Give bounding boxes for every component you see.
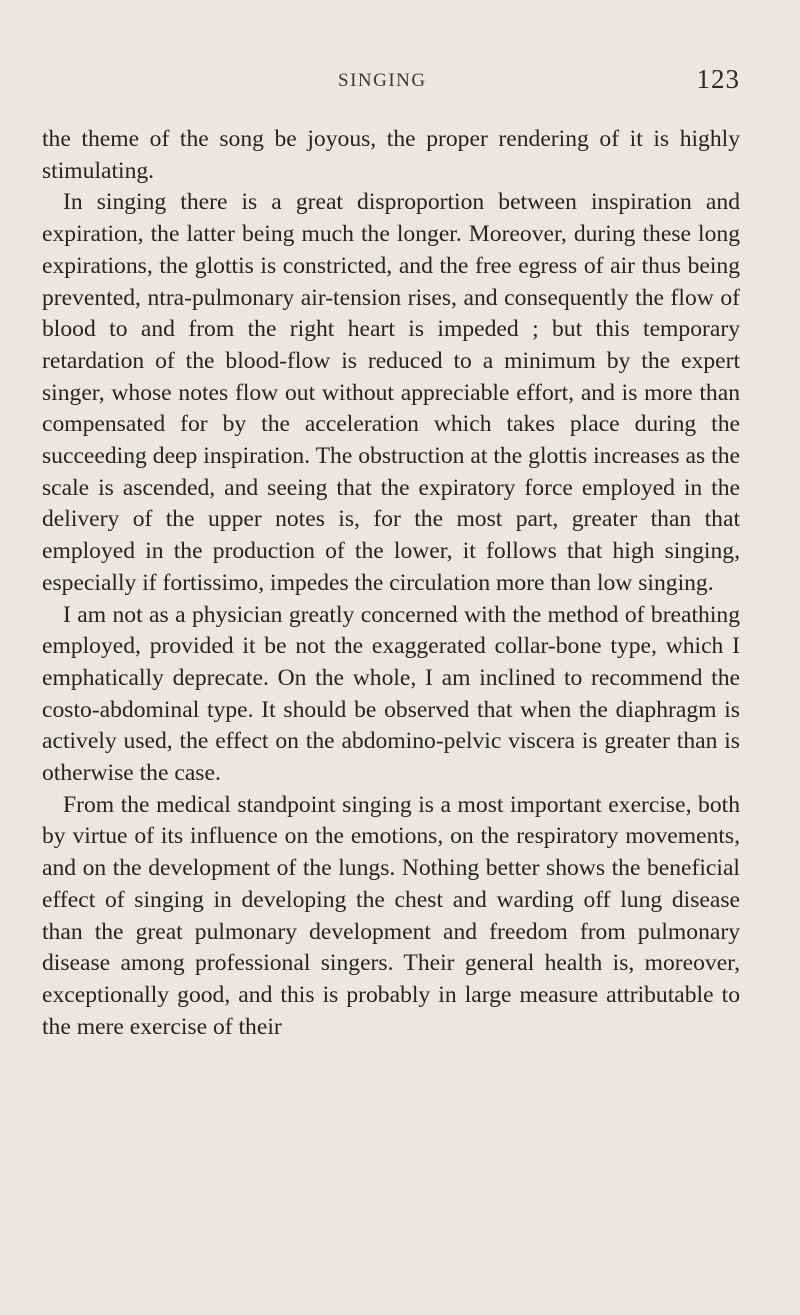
paragraph-breathing-method: I am not as a physician greatly concerned with the method of breathing employed, provided it be not the exaggerated collar-bone type, which I emphatically deprecate. On the whole, I am inclined to recommend the costo-abdominal type. It should be observed that when the diaphragm is actively used, the effect on the abdomino-pelvic viscera is greater than is otherwise the case. [42, 601, 740, 787]
running-head [42, 62, 740, 102]
body-text [42, 124, 740, 1043]
paragraph-continuation: the theme of the song be joyous, the proper rendering of it is highly stimulating. [42, 126, 740, 184]
paragraph-breathing-circulation: In singing there is a great disproportion between inspiration and expiration, the latter being much the longer. Moreover, during these long expirations, the glottis is constricted, and the free egress of air thus being prevented, ntra-pulmonary air-tension rises, and consequently the flow of blood to and from the right heart is impeded ; but this temporary retardation of the blood-flow is reduced to a minimum by the expert singer, whose notes flow out without appreciable effort, and is more than compensated for by the acceleration which takes place during the succeeding deep inspiration. The obstruction at the glottis increases as the scale is ascended, and seeing that the expiratory force employed in the delivery of the upper notes is, for the most part, greater than that employed in the production of the lower, it follows that high singing, especially if fortissimo, impedes the circulation more than low singing. [42, 189, 740, 596]
header-title: SINGING [338, 70, 427, 91]
page-number: 123 [696, 64, 740, 94]
paragraph-medical-standpoint: From the medical standpoint singing is a most important exercise, both by virtue of its influence on the emotions, on the respiratory movements, and on the development of the lungs. Nothing better shows the beneficial effect of singing in developing the chest and warding off lung disease than the great pulmonary development and freedom from pulmonary disease among professional singers. Their general health is, moreover, exceptionally good, and this is probably in large measure attributable to the mere exercise of their [42, 791, 740, 1040]
